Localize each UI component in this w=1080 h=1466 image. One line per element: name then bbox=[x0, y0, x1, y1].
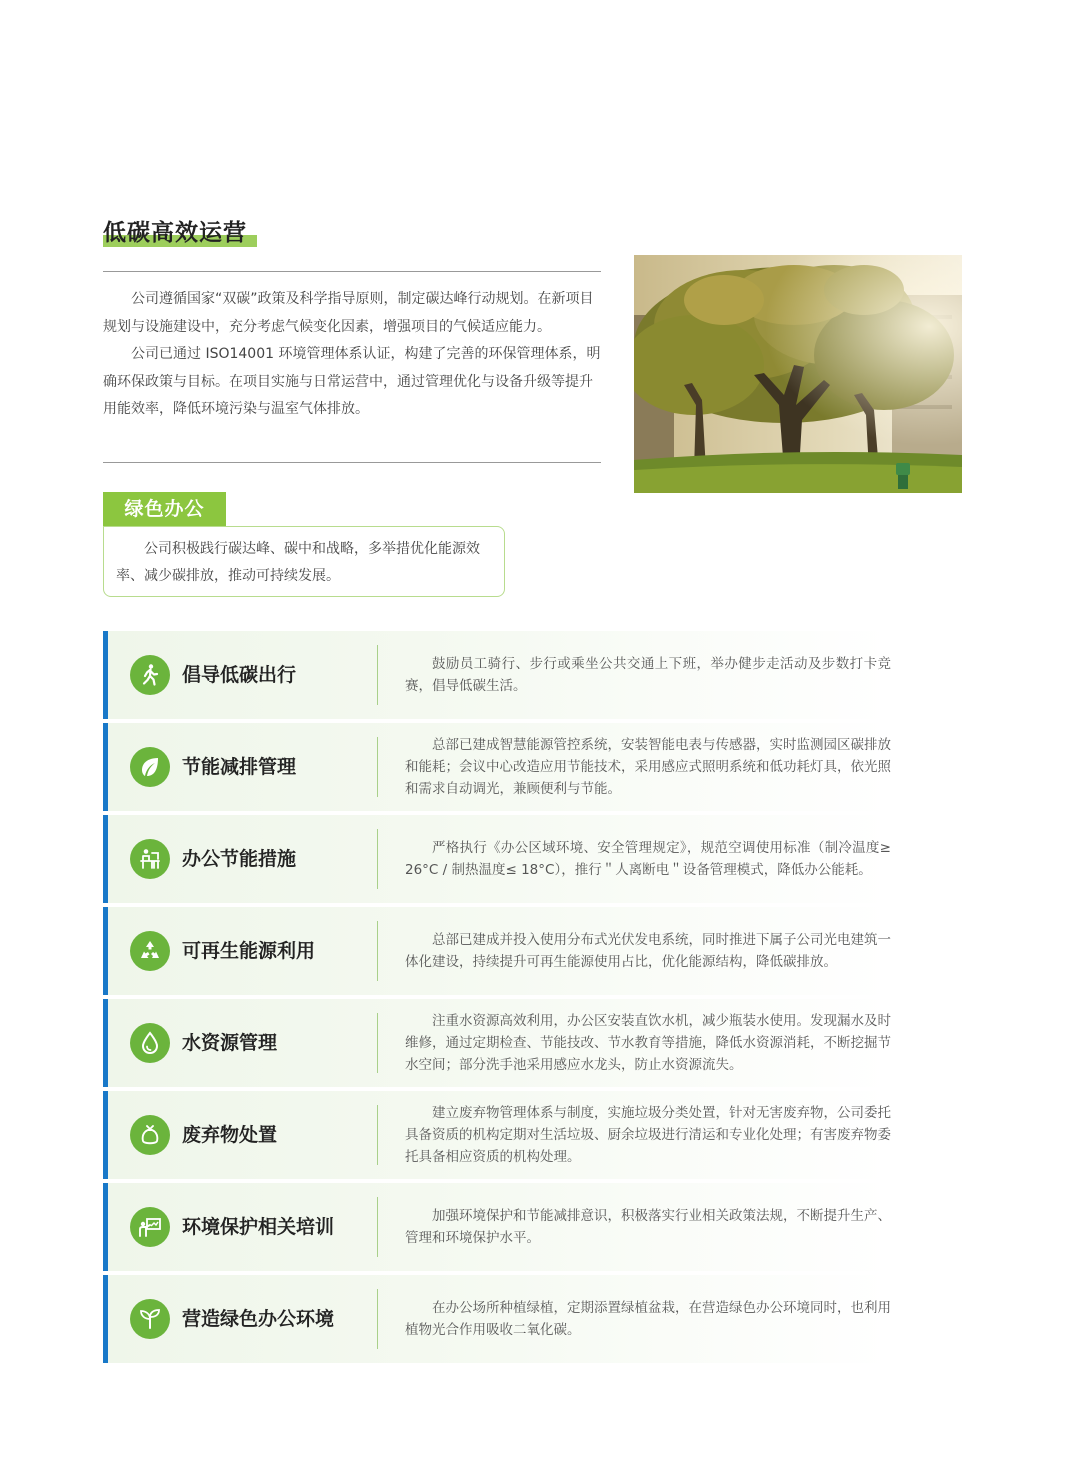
measure-text: 总部已建成智慧能源管控系统，安装智能电表与传感器，实时监测园区碳排放和能耗；会议中心改造应用节能技术，采用感应式照明系统和低功耗灯具，依光照和需求自动调光，兼顾便利与节能。 bbox=[405, 737, 891, 797]
sprout-icon bbox=[130, 1299, 170, 1339]
measure-description bbox=[405, 631, 891, 719]
intro-paragraph-1: 公司遵循国家“双碳”政策及科学指导原则，制定碳达峰行动规划。在新项目规划与设施建设中，充分考虑气候变化因素，增强项目的气候适应能力。 bbox=[103, 291, 594, 335]
measure-title: 节能减排管理 bbox=[182, 756, 297, 778]
measures-list bbox=[103, 631, 891, 1367]
measure-title: 办公节能措施 bbox=[182, 848, 297, 870]
walking-person-icon bbox=[130, 655, 170, 695]
measure-text: 建立废弃物管理体系与制度，实施垃圾分类处置，针对无害废弃物，公司委托具备资质的机构定期对生活垃圾、厨余垃圾进行清运和专业化处理；有害废弃物委托具备相应资质的机构处理。 bbox=[405, 1105, 891, 1165]
measure-description bbox=[405, 815, 891, 903]
measure-text: 严格执行《办公区域环境、安全管理规定》，规范空调使用标准（制冷温度≥ 26°C / 制热温度≤ 18°C），推行＂人离断电＂设备管理模式，降低办公能耗。 bbox=[405, 840, 891, 878]
green-office-text: 公司积极践行碳达峰、碳中和战略，多举措优化能源效率、减少碳排放，推动可持续发展。 bbox=[116, 541, 480, 584]
measure-title: 可再生能源利用 bbox=[182, 940, 316, 962]
measure-item bbox=[103, 1275, 891, 1363]
measure-separator bbox=[377, 1105, 378, 1165]
office-desk-icon bbox=[130, 839, 170, 879]
leaf-icon bbox=[130, 747, 170, 787]
measure-text: 鼓励员工骑行、步行或乘坐公共交通上下班，举办健步走活动及步数打卡竞赛，倡导低碳生活。 bbox=[405, 656, 891, 694]
measure-item bbox=[103, 1183, 891, 1271]
measure-separator bbox=[377, 1289, 378, 1349]
measure-description bbox=[405, 1091, 891, 1179]
measure-title: 水资源管理 bbox=[182, 1032, 278, 1054]
measure-description bbox=[405, 907, 891, 995]
measure-description bbox=[405, 723, 891, 811]
measure-title: 倡导低碳出行 bbox=[182, 664, 297, 686]
recycle-icon bbox=[130, 931, 170, 971]
bottom-divider bbox=[103, 462, 601, 463]
measure-title: 营造绿色办公环境 bbox=[182, 1308, 335, 1330]
measure-separator bbox=[377, 829, 378, 889]
campus-tree-photo bbox=[634, 255, 962, 493]
measure-item bbox=[103, 723, 891, 811]
measure-item bbox=[103, 999, 891, 1087]
measure-item bbox=[103, 1091, 891, 1179]
water-drop-icon bbox=[130, 1023, 170, 1063]
measure-title: 环境保护相关培训 bbox=[182, 1216, 335, 1238]
measure-item bbox=[103, 631, 891, 719]
green-office-tag: 绿色办公 bbox=[103, 492, 226, 526]
measure-separator bbox=[377, 1013, 378, 1073]
measure-text: 总部已建成并投入使用分布式光伏发电系统，同时推进下属子公司光电建筑一体化建设，持续提升可再生能源使用占比，优化能源结构，降低碳排放。 bbox=[405, 932, 891, 970]
measure-description bbox=[405, 1275, 891, 1363]
top-divider bbox=[103, 271, 601, 272]
measure-separator bbox=[377, 921, 378, 981]
measure-text: 在办公场所种植绿植，定期添置绿植盆栽，在营造绿色办公环境同时，也利用植物光合作用吸收二氧化碳。 bbox=[405, 1300, 891, 1338]
intro-paragraph-2: 公司已通过 ISO14001 环境管理体系认证，构建了完善的环保管理体系，明确环保政策与目标。在项目实施与日常运营中，通过管理优化与设备升级等提升用能效率，降低环境污染与温室气体排放。 bbox=[103, 346, 601, 417]
measure-text: 加强环境保护和节能减排意识，积极落实行业相关政策法规，不断提升生产、管理和环境保护水平。 bbox=[405, 1208, 891, 1246]
section-title bbox=[103, 214, 247, 247]
measure-item bbox=[103, 907, 891, 995]
waste-bag-icon bbox=[130, 1115, 170, 1155]
section-title-text: 低碳高效运营 bbox=[103, 220, 247, 246]
green-office-summary bbox=[103, 526, 505, 597]
measure-separator bbox=[377, 737, 378, 797]
measure-title: 废弃物处置 bbox=[182, 1124, 278, 1146]
measure-separator bbox=[377, 1197, 378, 1257]
measure-text: 注重水资源高效利用，办公区安装直饮水机，减少瓶装水使用。发现漏水及时维修，通过定期检查、节能技改、节水教育等措施，降低水资源消耗，不断挖掘节水空间；部分洗手池采用感应水龙头，防止水资源流失。 bbox=[405, 1013, 891, 1073]
intro-text bbox=[103, 286, 601, 424]
training-presenter-icon bbox=[130, 1207, 170, 1247]
measure-description bbox=[405, 999, 891, 1087]
measure-item bbox=[103, 815, 891, 903]
measure-description bbox=[405, 1183, 891, 1271]
measure-separator bbox=[377, 645, 378, 705]
